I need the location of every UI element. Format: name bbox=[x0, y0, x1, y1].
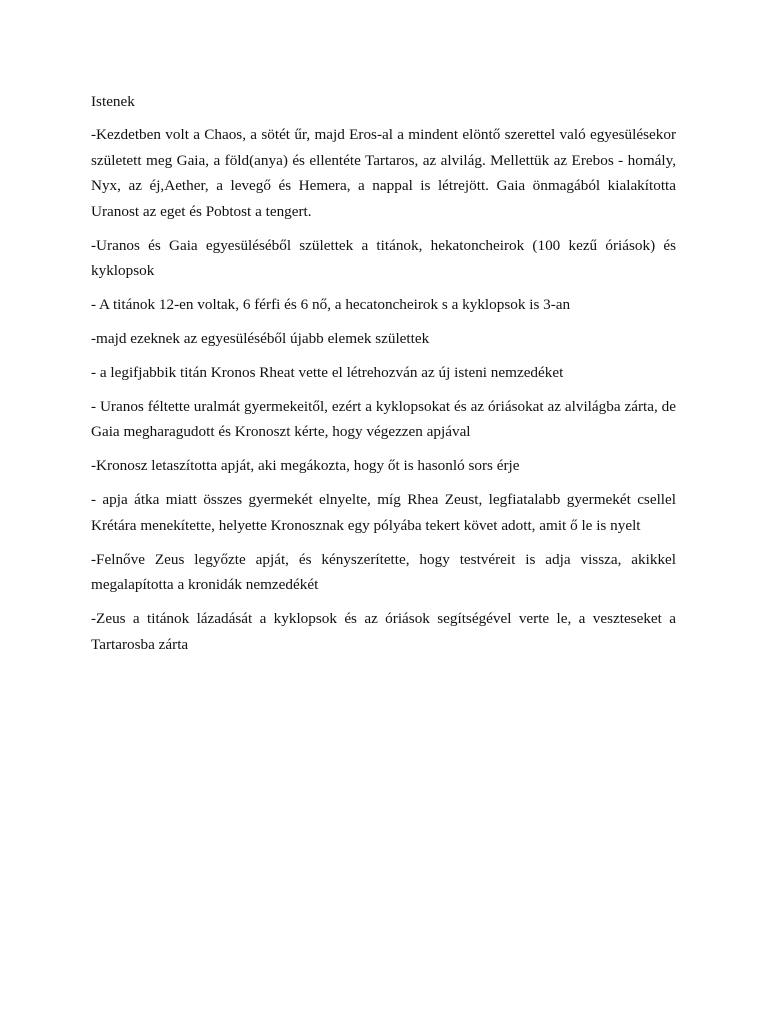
paragraph: - apja átka miatt összes gyermekét elnyelte, míg Rhea Zeust, legfiatalabb gyermekét csellel Krétára menekítette, helyette Kronosznak egy pólyába tekert követ adott, amit ő le is nyelt bbox=[91, 491, 676, 534]
paragraph: -Kezdetben volt a Chaos, a sötét űr, majd Eros-al a mindent elöntő szerettel való egyesülésekor született meg Gaia, a föld(anya) és ellentéte Tartaros, az alvilág. Mellettük az Erebos - homály, Nyx, az éj,Aether, a levegő és Hemera, a nappal is létrejött. Gaia önmagából kialakította Uranost az eget és Pobtost a tengert. bbox=[91, 126, 676, 220]
paragraph: - Uranos féltette uralmát gyermekeitől, ezért a kyklopsokat és az óriásokat az alvilágba zárta, de Gaia megharagudott és Kronoszt kérte, hogy végezzen apjával bbox=[91, 398, 676, 441]
paragraph: -Zeus a titánok lázadását a kyklopsok és az óriások segítségével verte le, a veszteseket a Tartarosba zárta bbox=[91, 610, 676, 653]
paragraph: -majd ezeknek az egyesüléséből újabb elemek születtek bbox=[91, 330, 430, 348]
document-title: Istenek bbox=[91, 93, 135, 110]
paragraph: - a legifjabbik titán Kronos Rheat vette el létrehozván az új isteni nemzedéket bbox=[91, 364, 564, 382]
document-body bbox=[91, 89, 676, 666]
paragraph: -Kronosz letaszította apját, aki megákozta, hogy őt is hasonló sors érje bbox=[91, 457, 520, 475]
paragraph: -Uranos és Gaia egyesüléséből születtek a titánok, hekatoncheirok (100 kezű óriások) és kyklopsok bbox=[91, 236, 676, 280]
paragraph: -Felnőve Zeus legyőzte apját, és kényszerítette, hogy testvéreit is adja vissza, akikkel megalapította a kronidák nemzedékét bbox=[91, 550, 676, 594]
paragraph: - A titánok 12-en voltak, 6 férfi és 6 nő, a hecatoncheirok s a kyklopsok is 3-an bbox=[91, 296, 571, 314]
